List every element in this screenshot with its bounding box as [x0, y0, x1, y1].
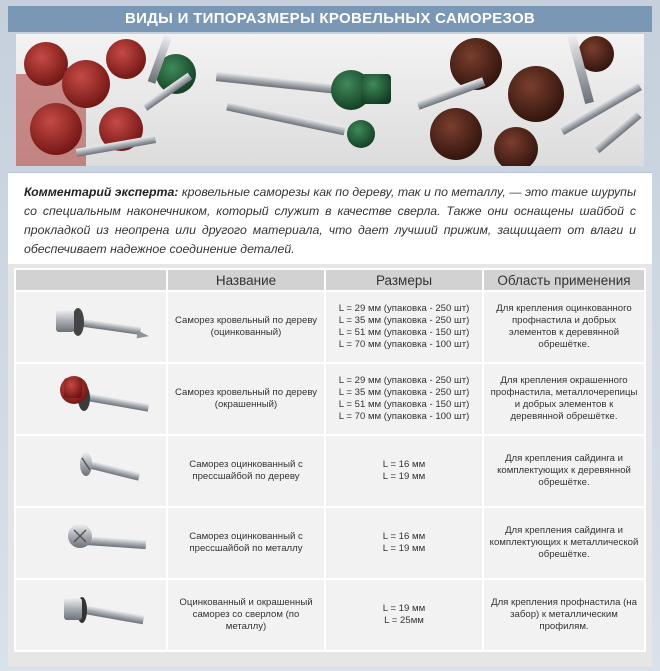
- header-image: [15, 269, 167, 291]
- size-line: L = 70 мм (упаковка - 100 шт): [338, 411, 470, 422]
- screw-sizes: [325, 291, 483, 363]
- size-line: L = 51 мм (упаковка - 150 шт): [338, 399, 470, 410]
- size-line: L = 25мм: [384, 615, 424, 626]
- expert-comment: [8, 172, 652, 266]
- screw-name: Оцинкованный и окрашенный саморез со сверлом (по металлу): [167, 579, 325, 651]
- expert-comment-body: кровельные саморезы как по дереву, так и по металлу, — это такие шурупы со специальным наконечником, который служит в качестве сверла. Также они оснащены шайбой с прокладкой из неопрена или другого материала, что дает лучший прижим, защищает от влаги и обеспечивает надежное соединение деталей.: [24, 185, 637, 256]
- screw-sizes: [325, 507, 483, 579]
- expert-comment-text: [24, 183, 636, 259]
- size-line: L = 70 мм (упаковка - 100 шт): [338, 339, 470, 350]
- expert-comment-label: Комментарий эксперта:: [24, 185, 179, 199]
- table-row: [15, 579, 645, 651]
- press-washer-metal-screw-icon: [16, 508, 166, 578]
- screw-table-container: [8, 264, 652, 667]
- screw-use: Для крепления сайдинга и комплектующих к металлической обрешётке.: [483, 507, 645, 579]
- drill-point-metal-screw-icon: [16, 580, 166, 650]
- size-line: L = 29 мм (упаковка - 250 шт): [338, 375, 470, 386]
- screw-name: Саморез кровельный по дереву (оцинкованный): [167, 291, 325, 363]
- painted-roofing-screw-icon: [16, 364, 166, 434]
- page-title: ВИДЫ И ТИПОРАЗМЕРЫ КРОВЕЛЬНЫХ САМОРЕЗОВ: [8, 6, 652, 32]
- size-line: L = 16 мм: [382, 459, 426, 470]
- screw-image-cell: [15, 507, 167, 579]
- screw-use: Для крепления профнастила (на забор) к металлическим профилям.: [483, 579, 645, 651]
- header-name: Название: [167, 269, 325, 291]
- screw-use: Для крепления оцинкованного профнастила и добрых элементов к деревянной обрешётке.: [483, 291, 645, 363]
- size-line: L = 35 мм (упаковка - 250 шт): [338, 315, 470, 326]
- screw-sizes: [325, 579, 483, 651]
- screw-sizes: [325, 435, 483, 507]
- screw-use: Для крепления окрашенного профнастила, металлочерепицы и добрых элементов к деревянной обрешётке.: [483, 363, 645, 435]
- table-row: [15, 507, 645, 579]
- press-washer-wood-screw-icon: [16, 436, 166, 506]
- table-header-row: [15, 269, 645, 291]
- screw-image-cell: [15, 435, 167, 507]
- header-sizes: Размеры: [325, 269, 483, 291]
- screws-photo: [16, 34, 644, 166]
- size-line: L = 51 мм (упаковка - 150 шт): [338, 327, 470, 338]
- size-line: L = 19 мм: [382, 603, 426, 614]
- screws-illustration: [16, 34, 644, 166]
- size-line: L = 16 мм: [382, 531, 426, 542]
- screw-image-cell: [15, 579, 167, 651]
- table-row: [15, 435, 645, 507]
- table-row: [15, 363, 645, 435]
- size-line: L = 35 мм (упаковка - 250 шт): [338, 387, 470, 398]
- screw-name: Саморез оцинкованный с прессшайбой по металлу: [167, 507, 325, 579]
- screw-image-cell: [15, 291, 167, 363]
- size-line: L = 19 мм: [382, 471, 426, 482]
- size-line: L = 29 мм (упаковка - 250 шт): [338, 303, 470, 314]
- screw-image-cell: [15, 363, 167, 435]
- screw-use: Для крепления сайдинга и комплектующих к деревянной обрешётке.: [483, 435, 645, 507]
- screw-name: Саморез оцинкованный с прессшайбой по дереву: [167, 435, 325, 507]
- galvanized-roofing-screw-icon: [16, 292, 166, 362]
- screw-name: Саморез кровельный по дереву (окрашенный): [167, 363, 325, 435]
- size-line: L = 19 мм: [382, 543, 426, 554]
- header-use: Область применения: [483, 269, 645, 291]
- screw-table: [14, 268, 646, 652]
- table-row: [15, 291, 645, 363]
- screw-sizes: [325, 363, 483, 435]
